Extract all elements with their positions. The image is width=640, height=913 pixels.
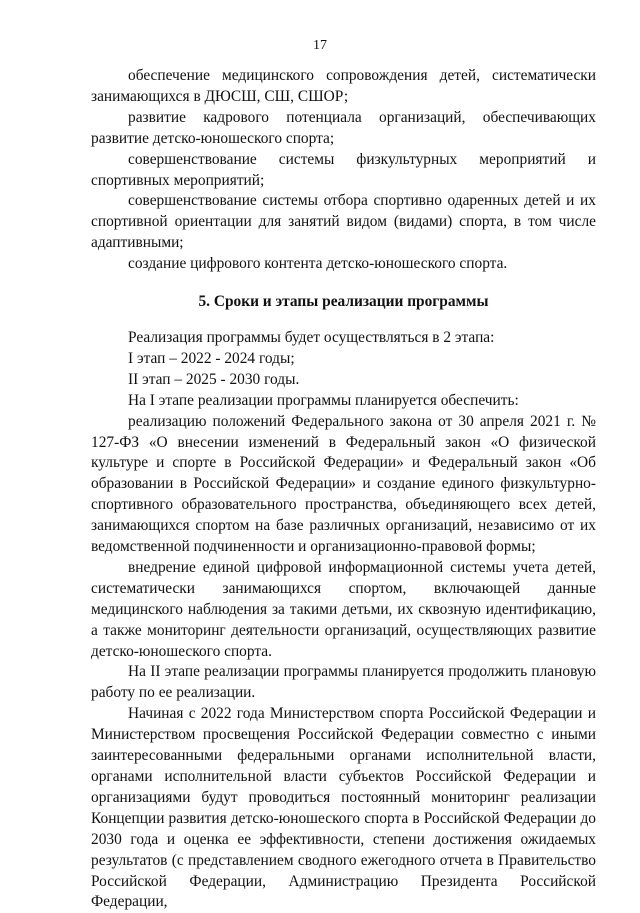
- paragraph: I этап – 2022 - 2024 годы;: [128, 349, 295, 367]
- paragraph: На II этапе реализации программы планируется продолжить плановую работу по ее реализации.: [91, 663, 596, 702]
- paragraph: Реализация программы будет осуществляться в 2 этапа:: [128, 328, 495, 346]
- paragraph: развитие кадрового потенциала организаций, обеспечивающих развитие детско-юношеского спорта;: [91, 108, 596, 147]
- document-body: [91, 66, 596, 913]
- paragraph: внедрение единой цифровой информационной системы учета детей, систематически занимающихся спортом, включающей данные медицинского наблюдения за такими детьми, их сквозную идентификацию, а также мониторинг деятельности организаций, осуществляющих развитие детско-юношеского спорта.: [91, 558, 596, 660]
- paragraph: Начиная с 2022 года Министерством спорта Российской Федерации и Министерством просвещения Российской Федерации совместно с иными заинтересованными федеральными органами исполнительной власти, органами исполнительной власти субъектов Российской Федерации и организациями будут проводиться постоянный мониторинг реализации Концепции развития детско-юношеского спорта в Российской Федерации до 2030 года и оценка ее эффективности, степени достижения ожидаемых результатов (с представлением сводного ежегодного отчета в Правительство Российской Федерации, Администрацию Президента Российской Федерации,: [91, 705, 596, 911]
- paragraph: совершенствование системы отбора спортивно одаренных детей и их спортивной ориентации для занятий видом (видами) спорта, в том числе адаптивными;: [91, 192, 596, 252]
- paragraph: создание цифрового контента детско-юношеского спорта.: [128, 255, 508, 273]
- page-number: 17: [313, 38, 327, 53]
- paragraph: II этап – 2025 - 2030 годы.: [128, 370, 300, 388]
- paragraph: реализацию положений Федерального закона от 30 апреля 2021 г. № 127-ФЗ «О внесении изменений в Федеральный закон «О физической культуре и спорте в Российской Федерации» и Федеральный закон «Об образовании в Российской Федерации» и создание единого физкультурно-спортивного образовательного пространства, объединяющего всех детей, занимающихся спортом на базе различных организаций, независимо от их ведомственной подчиненности и организационно-правовой формы;: [91, 412, 596, 556]
- paragraph: совершенствование системы физкультурных мероприятий и спортивных мероприятий;: [91, 150, 596, 189]
- section-heading: 5. Сроки и этапы реализации программы: [198, 293, 489, 311]
- paragraph: обеспечение медицинского сопровождения детей, систематически занимающихся в ДЮСШ, СШ, СШОР;: [91, 67, 596, 105]
- paragraph: На I этапе реализации программы планируется обеспечить:: [128, 391, 519, 409]
